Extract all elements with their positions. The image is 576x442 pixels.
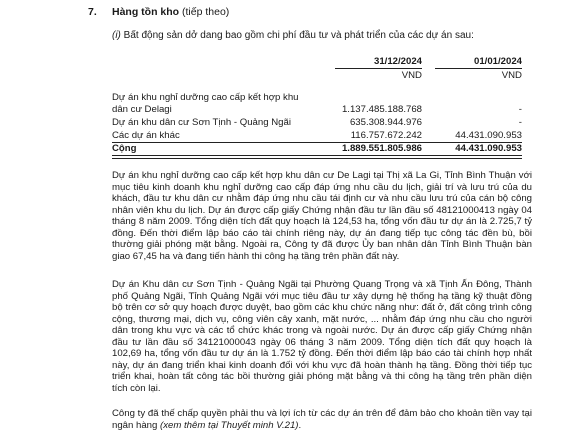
- section-title-main: Hàng tồn kho: [112, 6, 180, 18]
- total-label: Cộng: [112, 143, 137, 154]
- table-cell-value: 635.308.944.976: [349, 117, 422, 128]
- paragraph-son-tinh: Dự án Khu dân cư Sơn Tịnh - Quảng Ngãi tại Phường Quang Trọng và xã Tịnh Ấn Đông, Thành phố Quảng Ngãi, Tỉnh Quảng Ngãi với mục tiêu đầu tư xây dựng hệ thống hạ tầng kỹ thuật đồng bộ trên cơ sở quy hoạch được duyệt, bao gồm các khu chức năng như: đất ở, đất công trình công cộng, thương mại, dịch vụ, công viên cây xanh, mặt nước, ... nhằm đáp ứng nhu cầu cho người dân trong khu vực và các tổ chức khác trong và ngoài nước. Dự án được cấp giấy Chứng nhận đầu tư lần đầu số 34121000043 ngày 06 tháng 3 năm 2009. Tổng diện tích đất quy hoạch là 102,69 ha, tổng vốn đầu tư dự án là 1.752 tỷ đồng. Đến thời điểm lập báo cáo tài chính hợp nhất này, dự án đang triển khai kinh doanh đối với khu vực đã hoàn thành hạ tầng. Đồng thời tiếp tục triển khai, hoàn tất công tác bồi thường giải phóng mặt bằng và thi công hạ tầng trên phần diện tích còn lại.: [112, 279, 532, 394]
- table-cell-value: -: [518, 104, 522, 115]
- column-date-2: 01/01/2024: [473, 56, 522, 67]
- section-title-suffix: (tiếp theo): [182, 6, 230, 18]
- intro-text: Bất động sản dở dang bao gồm chi phí đầu tư và phát triển của các dự án sau:: [123, 30, 474, 41]
- total-value-1: 1.889.551.805.986: [341, 143, 422, 154]
- collateral-end: .: [298, 419, 302, 431]
- column-date-1: 31/12/2024: [373, 56, 422, 67]
- table-cell-value: -: [518, 117, 522, 128]
- section-title: [112, 6, 229, 18]
- column-rule-2: [435, 68, 522, 69]
- total-value-2: 44.431.090.953: [455, 143, 522, 154]
- table-cell-value: 116.757.672.242: [350, 130, 422, 141]
- table-row-label: Dự án khu dân cư Sơn Tịnh - Quảng Ngãi: [112, 117, 291, 128]
- table-cell-value: 1.137.485.188.768: [341, 104, 422, 115]
- collateral-text: Công ty đã thế chấp quyền phải thu và lợi ích từ các dự án trên để đảm bảo cho khoản tiền vay tại ngân hàng: [112, 408, 532, 431]
- column-unit-2: VND: [501, 70, 522, 81]
- table-row-label: Dự án khu nghỉ dưỡng cao cấp kết hợp khu: [112, 92, 299, 103]
- table-cell-value: 44.431.090.953: [455, 130, 522, 141]
- table-row-label: Các dự án khác: [112, 130, 180, 141]
- collateral-reference: (xem thêm tại Thuyết minh V.21): [160, 419, 299, 431]
- intro-marker: (i): [112, 30, 121, 41]
- intro-line: [112, 30, 474, 41]
- paragraph-collateral: [112, 408, 532, 431]
- column-unit-1: VND: [401, 70, 422, 81]
- column-rule-1: [335, 68, 422, 69]
- table-row-label-cont: dân cư Delagi: [112, 104, 172, 115]
- paragraph-delagi: Dự án khu nghỉ dưỡng cao cấp kết hợp khu dân cư De Lagi tại Thị xã La Gi, Tỉnh Bình Thuận với mục tiêu kinh doanh khu nghỉ dưỡng cao cấp đáp ứng nhu cầu du lịch, giải trí và lưu trú của du khách, đầu tư khu dân cư nhằm đáp ứng nhu cầu tái định cư và nhu cầu lưu trú của cán bộ công nhân viên khu du lịch. Dự án được cấp giấy Chứng nhận đầu tư lần đầu số 48121000413 ngày 04 tháng 8 năm 2009. Tổng diện tích đất quy hoạch là 124,53 ha, tổng vốn đầu tư dự án là 2.725,7 tỷ đồng. Đến thời điểm lập báo cáo tài chính riêng này, dự án đang tiếp tục công tác đền bù, bồi thường giải phóng mặt bằng. Ngoài ra, Công ty đã được Ủy ban nhân dân Tỉnh Bình Thuận bàn giao 67,45 ha và đang tiến hành thi công hạ tầng trên phần đất này.: [112, 170, 532, 262]
- total-bottom-rule: [112, 155, 522, 159]
- section-number: 7.: [88, 6, 97, 18]
